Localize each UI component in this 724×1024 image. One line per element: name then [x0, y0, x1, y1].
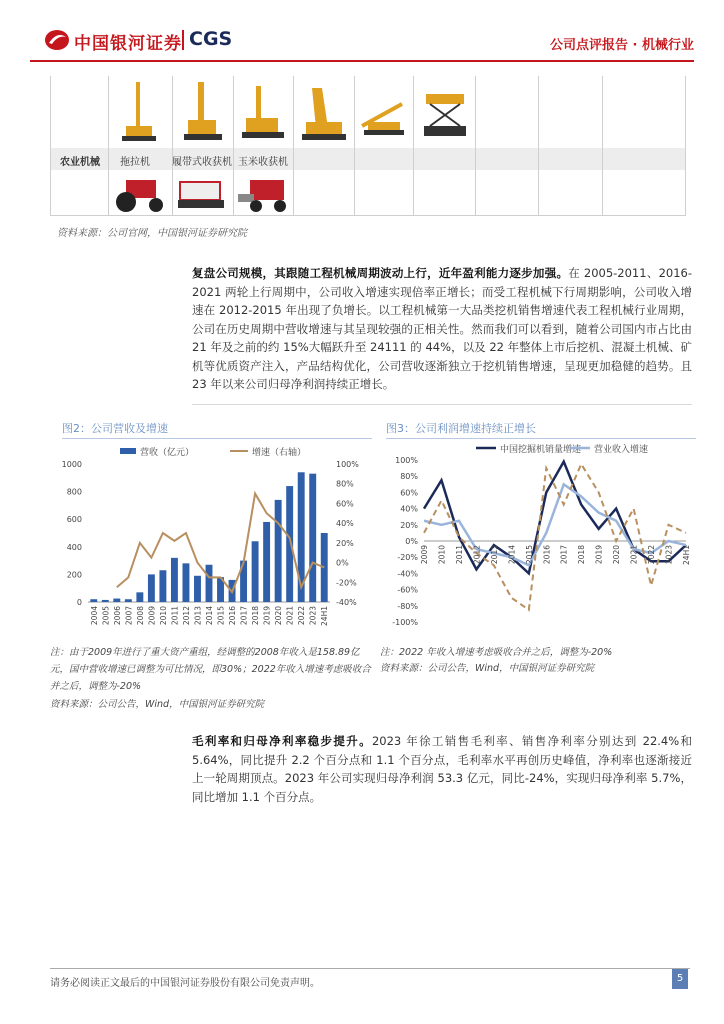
y-tick-right: -40% [336, 598, 357, 607]
x-tick-label: 24H1 [682, 545, 691, 565]
header-divider [30, 60, 694, 62]
rotary-drill-image [114, 80, 164, 144]
x-tick-label: 2019 [262, 606, 272, 626]
paragraph2-bold: 毛利率和归母净利率稳步提升。 [192, 734, 372, 748]
x-tick-label: 2009 [147, 606, 157, 626]
logo-icon [44, 29, 70, 51]
report-type: 公司点评报告 · 机械行业 [550, 38, 694, 53]
y-tick-right: 60% [336, 499, 354, 509]
y-tick-right: -20% [336, 578, 357, 588]
net-profit-growth-line [424, 464, 686, 610]
y-tick: 0% [405, 537, 418, 546]
revenue-bar [125, 599, 132, 602]
paragraph2-text: 2023 年徐工销售毛利率、销售净利率分别达到 22.4%和 5.64%，同比提升 2.2 个百分点和 1.1 个百分点，毛利率水平再创历史峰值，净利率也逐渐接近上一轮周期顶点。2023 年公司实现归母净利润 53.3 亿元，同比-24%，实现归母净利率 5.7%，同比增加 1.1 个百分点。 [192, 734, 693, 804]
y-tick-right: 0% [336, 558, 349, 568]
item-corn-harvester-label: 玉米收获机 [238, 157, 288, 168]
y-tick-right: 40% [336, 519, 354, 529]
trench-cutter-image [298, 84, 350, 144]
x-tick-label: 2018 [251, 606, 261, 626]
x-tick-label: 2022 [647, 545, 657, 565]
revenue-bar [182, 563, 189, 602]
revenue-growth-chart [50, 442, 380, 642]
corn-harvester-image [236, 176, 292, 214]
page-number: 5 [672, 969, 688, 989]
y-tick: -100% [392, 618, 418, 627]
y-tick-left: 600 [66, 515, 82, 525]
x-tick-label: 2014 [205, 606, 214, 626]
revenue-bar [136, 592, 143, 602]
logo-text-cn: 中国银河证券 [74, 34, 182, 54]
legend-label-revenue-growth: 营业收入增速 [594, 445, 649, 455]
left-chart-note: 注：由于2009年进行了重大资产重组，经调整的2008年收入是158.89亿元，国中营收增速已调整为可比情况，即30%；2022年收入增速考虑吸收合并之后，调整为-20% [50, 647, 371, 692]
x-tick-label: 2006 [112, 606, 122, 626]
footer-divider [50, 968, 690, 969]
y-tick-left: 0 [76, 598, 82, 607]
row-label-agri: 农业机械 [60, 157, 100, 168]
x-tick-label: 2017 [239, 606, 249, 626]
x-tick-label: 24H1 [320, 606, 330, 626]
legend-label-revenue: 营收（亿元） [140, 448, 195, 458]
legend-label-excavator: 中国挖掘机销量增速 [500, 445, 582, 455]
revenue-bar [171, 558, 178, 602]
x-tick-label: 2016 [542, 545, 552, 565]
tractor-image [112, 174, 168, 214]
revenue-bar [252, 541, 259, 602]
y-tick-left: 400 [66, 542, 82, 552]
profit-growth-chart [380, 442, 700, 642]
x-tick-label: 2021 [629, 545, 639, 565]
y-tick-left: 1000 [61, 460, 82, 469]
table-source: 资料来源：公司官网，中国银河证券研究院 [57, 228, 247, 239]
revenue-bar [148, 574, 155, 602]
revenue-bar [159, 570, 166, 602]
x-tick-label: 2011 [454, 545, 464, 565]
x-tick-label: 2018 [577, 545, 587, 565]
x-tick-label: 2005 [101, 606, 111, 626]
y-tick: -80% [397, 601, 418, 611]
x-tick-label: 2016 [228, 606, 238, 626]
y-tick: 20% [400, 520, 418, 530]
x-tick-label: 2017 [559, 545, 569, 565]
fig3-title: 图3：公司利润增速持续正增长 [386, 422, 536, 435]
x-tick-label: 2022 [297, 606, 307, 626]
x-tick-label: 2014 [507, 545, 517, 565]
x-tick-label: 2021 [285, 606, 295, 626]
x-tick-label: 2019 [594, 545, 604, 565]
y-tick-left: 200 [66, 570, 82, 580]
logo-separator [182, 30, 184, 50]
y-tick: -60% [397, 585, 418, 595]
x-tick-label: 2004 [89, 606, 99, 626]
y-tick-right: 20% [336, 538, 354, 548]
x-tick-label: 2012 [472, 545, 482, 565]
x-tick-label: 2020 [612, 545, 622, 565]
paragraph-bold: 复盘公司规模，其跟随工程机械周期波动上行，近年盈利能力逐步加强。 [192, 266, 569, 280]
paragraph-company-scale [192, 264, 692, 394]
logo-text-en: CGS [189, 28, 233, 50]
x-tick-label: 2011 [170, 606, 180, 626]
right-chart-source: 资料来源：公司公告，Wind，中国银河证券研究院 [380, 663, 595, 674]
paragraph-margins [192, 732, 692, 806]
crawler-harvester-image [174, 176, 232, 214]
pile-driver-image [178, 80, 228, 144]
revenue-bar [275, 500, 282, 602]
revenue-bar [263, 522, 270, 602]
x-tick-label: 2007 [124, 606, 134, 626]
drilling-rig-image [238, 84, 288, 144]
x-tick-label: 2010 [158, 606, 168, 626]
y-tick-left: 800 [66, 487, 82, 497]
y-tick: -20% [397, 553, 418, 563]
machinery-table [50, 76, 686, 216]
x-tick-label: 2013 [193, 606, 203, 626]
x-tick-label: 2015 [216, 606, 226, 626]
legend-label-growth: 增速（右轴） [252, 448, 307, 458]
x-tick-label: 2023 [308, 606, 318, 626]
x-tick-label: 2009 [420, 545, 429, 565]
y-tick: 40% [400, 504, 418, 514]
item-crawler-harvester-label: 履带式收获机 [172, 157, 232, 168]
horizontal-drill-image [358, 96, 410, 140]
y-tick-right: 80% [336, 479, 354, 489]
x-tick-label: 2020 [274, 606, 284, 626]
revenue-bar [113, 599, 120, 602]
footer-disclaimer: 请务必阅读正文最后的中国银河证券股份有限公司免责声明。 [50, 978, 320, 989]
legend-swatch-revenue [120, 448, 136, 454]
revenue-bar [90, 599, 97, 602]
paragraph-text: 在 2005-2011、2016-2021 两轮上行周期中，公司收入增速实现倍率正增长；而受工程机械下行周期影响，公司收入增速在 2012-2015 年出现了负增长。以工程机械第一大品类挖机销售增速代表工程机械行业周期，公司在历史周期中营收增速与其呈现较强的正相关性。然而我们可以看到，随着公司国内市占比由 21 年及之前的约 15%大幅跃升至 24111 的 44%，以及 22 年整体上市后挖机、混凝土机械、矿机等优质资产注入，产品结构优化，公司营收逐渐独立于挖机销售增速，呈现更加稳健的趋势。且 23 年以来公司归母净利润持续正增长。 [192, 266, 692, 391]
revenue-bar [309, 474, 316, 602]
x-tick-label: 2008 [135, 606, 145, 626]
item-tractor-label: 拖拉机 [120, 157, 150, 168]
divider [192, 404, 692, 405]
x-tick-label: 2012 [181, 606, 191, 626]
revenue-bar [194, 576, 201, 602]
revenue-bar [206, 565, 213, 602]
y-tick: 60% [400, 488, 418, 498]
x-tick-label: 2013 [489, 545, 499, 565]
x-tick-label: 2015 [524, 545, 534, 565]
x-tick-label: 2010 [437, 545, 447, 565]
aerial-platform-image [418, 88, 472, 144]
left-chart-source: 资料来源：公司公告，Wind，中国银河证券研究院 [50, 699, 265, 710]
y-tick: 80% [400, 472, 418, 482]
y-tick-right: 100% [336, 460, 359, 469]
y-tick: -40% [397, 569, 418, 579]
fig2-title: 图2：公司营收及增速 [62, 422, 168, 435]
revenue-bar [102, 600, 109, 602]
y-tick: 100% [395, 456, 418, 465]
right-chart-note: 注：2022 年收入增速考虑吸收合并之后，调整为-20% [380, 647, 613, 658]
x-tick-label: 2023 [664, 545, 674, 565]
